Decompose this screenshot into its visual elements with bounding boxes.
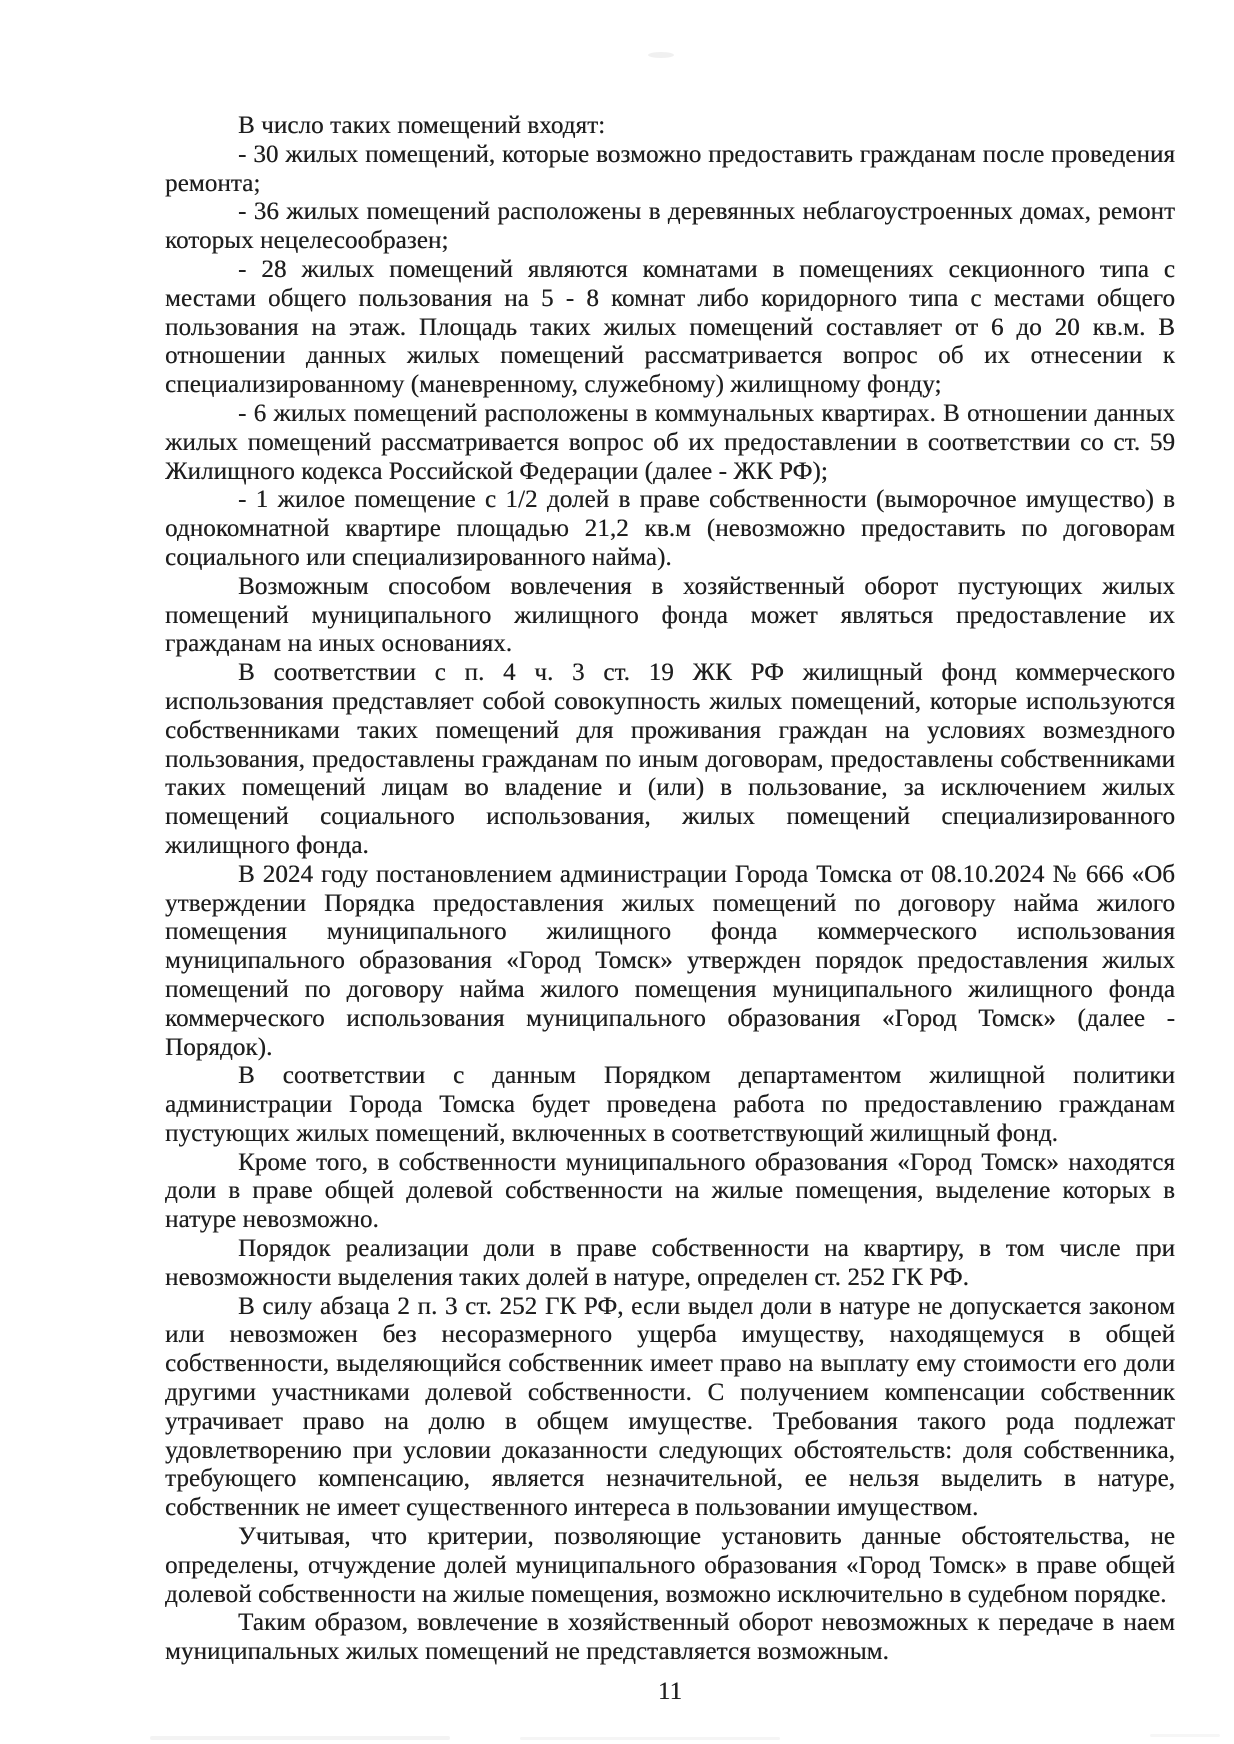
paragraph: Кроме того, в собственности муниципального образования «Город Томск» находятся доли в праве общей долевой собственности на жилые помещения, выделение которых в натуре невозможно. [165,1148,1175,1234]
page-number: 11 [657,1678,683,1706]
page-text-block [165,112,1175,1707]
paragraph: В число таких помещений входят: [238,112,606,139]
list-item-28-premises: - 28 жилых помещений являются комнатами в помещениях секционного типа с местами общего пользования на 5 - 8 комнат либо коридорного типа с местами общего пользования на этаж. Площадь таких жилых помещений составляет от 6 до 20 кв.м. В отношении данных жилых помещений рассматривается вопрос об их отнесении к специализированному (маневренному, служебному) жилищному фонду; [165,255,1175,399]
list-item-30-premises: - 30 жилых помещений, которые возможно предоставить гражданам после проведения ремонта; [165,140,1175,197]
paragraph: В соответствии с данным Порядком департаментом жилищной политики администрации Города Томска будет проведена работа по предоставлению гражданам пустующих жилых помещений, включенных в соответствующий жилищный фонд. [165,1062,1175,1147]
list-item-36-premises: - 36 жилых помещений расположены в деревянных неблагоустроенных домах, ремонт которых нецелесообразен; [165,198,1175,255]
list-item-1-premise: - 1 жилое помещение с 1/2 долей в праве собственности (выморочное имущество) в однокомнатной квартире площадью 21,2 кв.м (невозможно предоставить по договорам социального или специализированного найма). [165,486,1175,571]
scan-smudge-icon [520,1737,780,1740]
paragraph: Таким образом, вовлечение в хозяйственный оборот невозможных к передаче в наем муниципальных жилых помещений не представляется возможным. [165,1609,1175,1666]
paragraph: Порядок реализации доли в праве собственности на квартиру, в том числе при невозможности выделения таких долей в натуре, определен ст. 252 ГК РФ. [165,1235,1175,1291]
scan-smudge-icon [1150,1734,1220,1737]
paragraph: Учитывая, что критерии, позволяющие установить данные обстоятельства, не определены, отчуждение долей муниципального образования «Город Томск» в праве общей долевой собственности на жилые помещения, возможно исключительно в судебном порядке. [165,1523,1175,1608]
scan-smudge-icon [150,1736,450,1740]
paragraph: В 2024 году постановлением администрации Города Томска от 08.10.2024 № 666 «Об утверждении Порядка предоставления жилых помещений по договору найма жилого помещения муниципального жилищного фонда коммерческого использования муниципального образования «Город Томск» утвержден порядок предоставления жилых помещений по договору найма жилого помещения муниципального жилищного фонда коммерческого использования муниципального образования «Город Томск» (далее - Порядок). [165,860,1175,1061]
scan-smudge-icon [648,52,674,58]
paragraph: Возможным способом вовлечения в хозяйственный оборот пустующих жилых помещений муниципального жилищного фонда может являться предоставление их гражданам на иных основаниях. [165,572,1175,658]
paragraph: В силу абзаца 2 п. 3 ст. 252 ГК РФ, если выдел доли в натуре не допускается законом или невозможен без несоразмерного ущерба имуществу, находящемуся в общей собственности, выделяющийся собственник имеет право на выплату ему стоимости его доли другими участниками долевой собственности. С получением компенсации собственник утрачивает право на долю в общем имуществе. Требования такого рода подлежат удовлетворению при условии доказанности следующих обстоятельств: доля собственника, требующего компенсацию, является незначительной, ее нельзя выделить в натуре, собственник не имеет существенного интереса в пользовании имуществом. [165,1292,1175,1522]
list-item-6-premises: - 6 жилых помещений расположены в коммунальных квартирах. В отношении данных жилых помещений рассматривается вопрос об их предоставлении в соответствии со ст. 59 Жилищного кодекса Российской Федерации (далее - ЖК РФ); [165,399,1175,485]
paragraph: В соответствии с п. 4 ч. 3 ст. 19 ЖК РФ жилищный фонд коммерческого использования представляет собой совокупность жилых помещений, которые используются собственниками таких помещений для проживания граждан на условиях возмездного пользования, предоставлены гражданам по иным договорам, предоставлены собственниками таких помещений лицам во владение и (или) в пользование, за исключением жилых помещений социального использования, жилых помещений специализированного жилищного фонда. [165,659,1175,859]
